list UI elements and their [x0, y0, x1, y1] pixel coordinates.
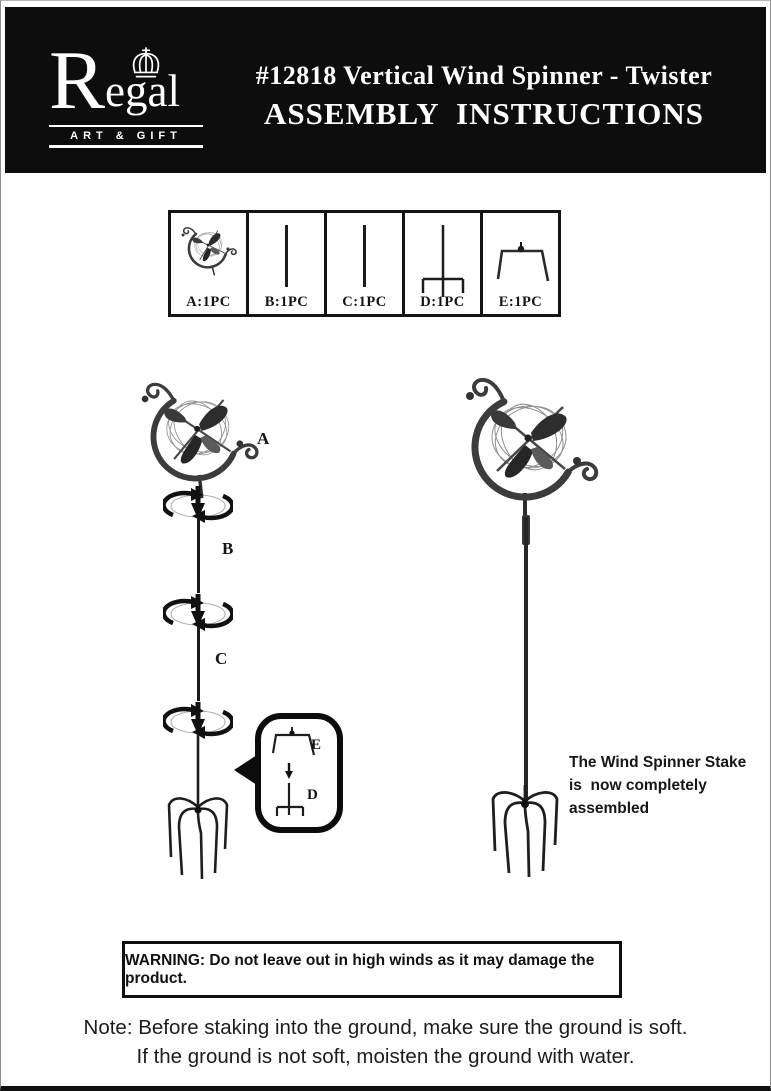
part-label: C:1PC	[342, 294, 387, 310]
rod-c-drawing	[197, 627, 200, 701]
warning-box	[122, 941, 622, 998]
parts-list	[168, 210, 561, 317]
part-label: B:1PC	[264, 294, 309, 310]
part-label: A:1PC	[186, 294, 231, 310]
logo-tagline: ART & GIFT	[49, 125, 203, 148]
bracket-icon	[488, 235, 554, 289]
title-block	[210, 61, 758, 132]
warning-text: WARNING: Do not leave out in high winds as it may damage the product.	[125, 951, 595, 987]
assembled-pole-drawing	[524, 517, 528, 801]
part-box-d	[402, 210, 483, 317]
assembled-caption	[569, 751, 746, 820]
ground-stake-icon	[415, 223, 471, 303]
regal-logo	[49, 34, 205, 149]
part-box-e	[480, 210, 561, 317]
spinner-head-icon	[173, 213, 244, 285]
part-box-a	[168, 210, 249, 317]
note-block	[1, 1013, 770, 1071]
part-box-b	[246, 210, 327, 317]
part-label: D:1PC	[420, 294, 465, 310]
page-title: ASSEMBLY INSTRUCTIONS	[263, 96, 705, 131]
part-label: E:1PC	[498, 294, 543, 310]
part-box-c	[324, 210, 405, 317]
diagram-label-b: B	[222, 539, 234, 558]
assembled-stake-drawing	[479, 785, 575, 895]
callout-bubble	[255, 713, 343, 833]
note-line: If the ground is not soft, moisten the ground with water.	[136, 1045, 635, 1068]
note-line: Note: Before staking into the ground, make sure the ground is soft.	[83, 1016, 688, 1039]
product-title: #12818 Vertical Wind Spinner - Twister	[255, 61, 713, 90]
assembled-spinner-head-drawing	[453, 369, 603, 529]
caption-line: is now completely	[569, 777, 707, 794]
diagram-label-e: E	[311, 737, 322, 753]
diagram-label-c: C	[215, 649, 228, 668]
diagram-label-d: D	[307, 787, 318, 803]
caption-line: The Wind Spinner Stake	[569, 754, 747, 771]
callout-pointer	[234, 753, 260, 787]
logo-letter-r: R	[49, 34, 106, 127]
rod-icon	[363, 225, 366, 287]
rod-b-drawing	[197, 519, 200, 593]
logo-letters-egal: egal	[105, 66, 180, 116]
exploded-stake-drawing	[149, 733, 247, 881]
header-banner	[5, 7, 766, 173]
rod-icon	[285, 225, 288, 287]
diagram-label-a: A	[257, 429, 270, 448]
caption-line: assembled	[569, 800, 650, 817]
